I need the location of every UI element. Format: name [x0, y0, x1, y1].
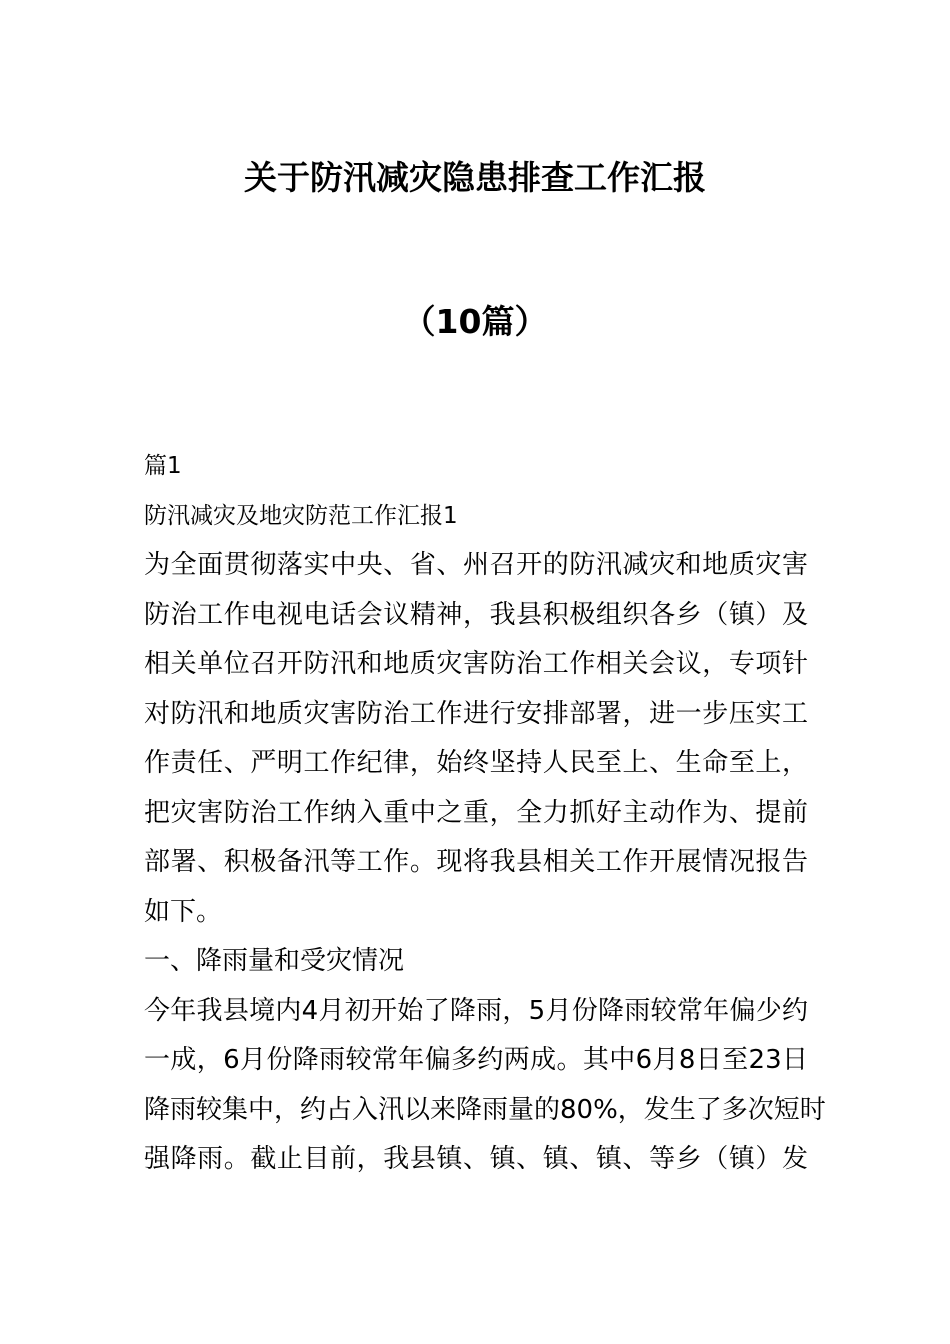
paragraph-line: 把灾害防治工作纳入重中之重，全力抓好主动作为、提前	[144, 797, 808, 828]
paragraph-line: 防治工作电视电话会议精神，我县积极组织各乡（镇）及	[144, 599, 808, 630]
paragraph-line: 作责任、严明工作纪律，始终坚持人民至上、生命至上，	[144, 748, 808, 778]
document-subtitle: （10篇）	[402, 302, 548, 341]
paragraph-line: 一成，6月份降雨较常年偏多约两成。其中6月8日至23日	[144, 1045, 808, 1075]
paragraph-line: 如下。	[144, 896, 223, 927]
section-heading: 一、降雨量和受灾情况	[144, 946, 405, 976]
paragraph-line: 对防汛和地质灾害防治工作进行安排部署，进一步压实工	[144, 698, 808, 729]
chapter-label: 篇1	[144, 453, 182, 479]
document-body	[144, 442, 826, 1185]
document-title: 关于防汛减灾隐患排查工作汇报	[244, 158, 706, 197]
paragraph-line: 部署、积极备汛等工作。现将我县相关工作开展情况报告	[144, 847, 808, 877]
paragraph-line: 强降雨。截止目前，我县镇、镇、镇、镇、等乡（镇）发	[144, 1144, 808, 1174]
paragraph-line: 今年我县境内4月初开始了降雨，5月份降雨较常年偏少约	[144, 995, 808, 1026]
paragraph-line: 相关单位召开防汛和地质灾害防治工作相关会议，专项针	[144, 649, 808, 679]
section-title: 防汛减灾及地灾防范工作汇报1	[144, 502, 458, 529]
paragraph-line: 为全面贯彻落实中央、省、州召开的防汛减灾和地质灾害	[144, 550, 808, 580]
paragraph-line: 降雨较集中，约占入汛以来降雨量的80%，发生了多次短时	[144, 1094, 826, 1125]
